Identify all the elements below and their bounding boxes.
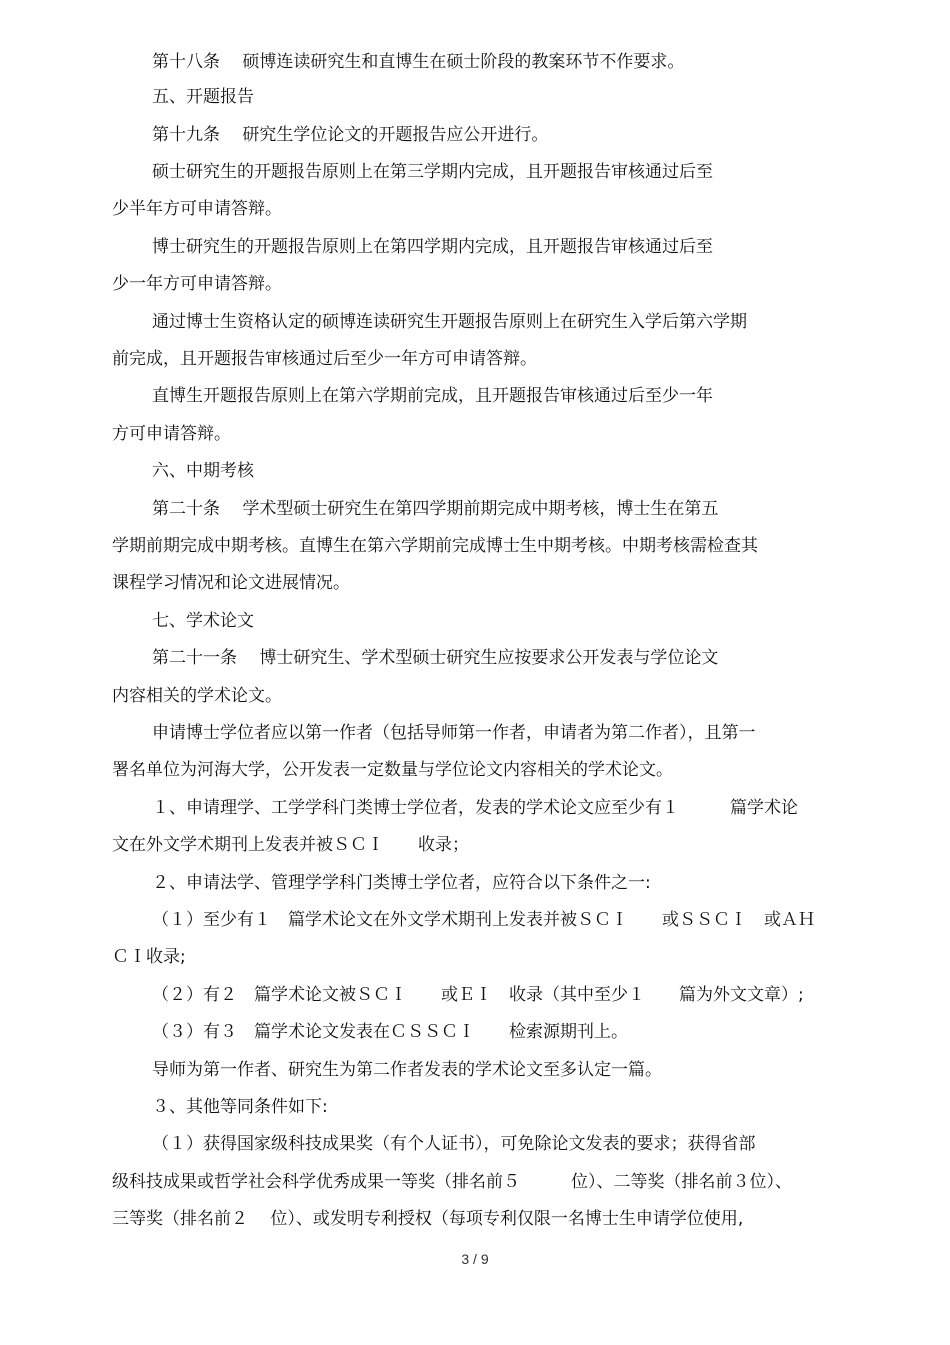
heading-academic-papers: 七、学术论文: [152, 611, 254, 631]
paragraph-line: （１）至少有１ 篇学术论文在外文学术期刊上发表并被ＳＣＩ 或ＳＳＣＩ 或ＡＨ: [152, 910, 815, 930]
article-21-line: 第二十一条 博士研究生、学术型硕士研究生应按要求公开发表与学位论文: [152, 648, 719, 668]
paragraph-line: 方可申请答辩。: [112, 424, 231, 444]
paragraph-line: 三等奖（排名前２ 位）、或发明专利授权（每项专利仅限一名博士生申请学位使用,: [112, 1209, 744, 1229]
paragraph-line: （３）有３ 篇学术论文发表在ＣＳＳＣＩ 检索源期刊上。: [152, 1022, 628, 1042]
paragraph-line: ２、申请法学、管理学学科门类博士学位者，应符合以下条件之一:: [152, 873, 651, 893]
heading-opening-report: 五、开题报告: [152, 87, 254, 107]
paragraph-line: （１）获得国家级科技成果奖（有个人证书），可免除论文发表的要求；获得省部: [152, 1134, 756, 1154]
paragraph-line: 申请博士学位者应以第一作者（包括导师第一作者，申请者为第二作者），且第一: [152, 723, 756, 743]
paragraph-line: 博士研究生的开题报告原则上在第四学期内完成，且开题报告审核通过后至: [152, 237, 713, 257]
paragraph-line: １、申请理学、工学学科门类博士学位者，发表的学术论文应至少有１ 篇学术论: [152, 798, 798, 818]
paragraph-line: ＣＩ收录;: [112, 947, 186, 967]
paragraph-line: 少半年方可申请答辩。: [112, 199, 282, 219]
paragraph-line: 级科技成果或哲学社会科学优秀成果一等奖（排名前５ 位）、二等奖（排名前３位）、: [112, 1172, 792, 1192]
page-number: 3 / 9: [461, 1251, 489, 1267]
article-20-line: 第二十条 学术型硕士研究生在第四学期前期完成中期考核，博士生在第五: [152, 499, 719, 519]
paragraph-line: 文在外文学术期刊上发表并被ＳＣＩ 收录；: [112, 835, 469, 855]
paragraph-line: 直博生开题报告原则上在第六学期前完成，且开题报告审核通过后至少一年: [152, 386, 713, 406]
paragraph-line: 课程学习情况和论文进展情况。: [112, 573, 350, 593]
paragraph-line: ３、其他等同条件如下:: [152, 1097, 328, 1117]
paragraph-line: 导师为第一作者、研究生为第二作者发表的学术论文至多认定一篇。: [152, 1060, 662, 1080]
paragraph-line: 通过博士生资格认定的硕博连读研究生开题报告原则上在研究生入学后第六学期: [152, 312, 747, 332]
paragraph-line: 学期前期完成中期考核。直博生在第六学期前完成博士生中期考核。中期考核需检查其: [112, 536, 758, 556]
paragraph-line: 署名单位为河海大学，公开发表一定数量与学位论文内容相关的学术论文。: [112, 760, 673, 780]
paragraph-line: 少一年方可申请答辩。: [112, 274, 282, 294]
article-19-line: 第十九条 研究生学位论文的开题报告应公开进行。: [152, 125, 549, 145]
paragraph-line: 内容相关的学术论文。: [112, 686, 282, 706]
paragraph-line: 硕士研究生的开题报告原则上在第三学期内完成，且开题报告审核通过后至: [152, 162, 713, 182]
article-18-line: 第十八条 硕博连读研究生和直博生在硕士阶段的教案环节不作要求。: [152, 52, 685, 72]
heading-midterm-review: 六、中期考核: [152, 461, 254, 481]
paragraph-line: 前完成，且开题报告审核通过后至少一年方可申请答辩。: [112, 349, 537, 369]
paragraph-line: （２）有２ 篇学术论文被ＳＣＩ 或ＥＩ 收录（其中至少１ 篇为外文文章）;: [152, 985, 804, 1005]
